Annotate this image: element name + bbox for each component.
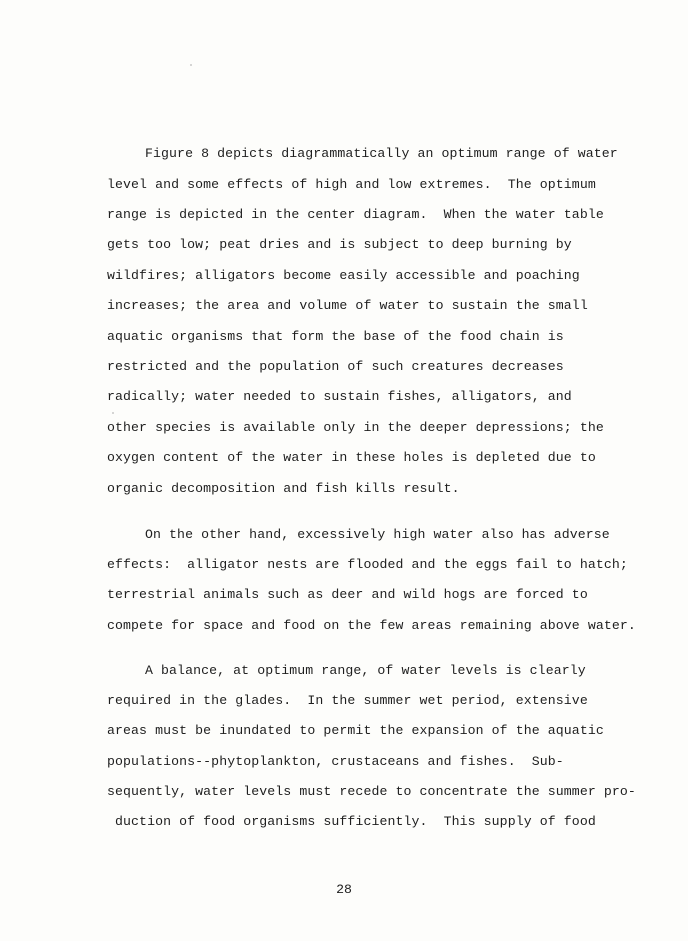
- paragraph-1-line-12: organic decomposition and fish kills result.: [107, 481, 460, 496]
- paragraph-3-line-6: duction of food organisms sufficiently. This supply of food: [107, 814, 596, 829]
- paragraph-3-line-5: sequently, water levels must recede to concentrate the summer pro-: [107, 784, 636, 799]
- paragraph-3-line-4: populations--phytoplankton, crustaceans and fishes. Sub-: [107, 754, 564, 769]
- paragraph-3-line-2: required in the glades. In the summer wet period, extensive: [107, 693, 588, 708]
- scan-speck: [190, 64, 192, 66]
- paragraph-1-line-2: level and some effects of high and low extremes. The optimum: [107, 177, 596, 192]
- paragraph-1-line-5: wildfires; alligators become easily accessible and poaching: [107, 268, 580, 283]
- paragraph-1-line-4: gets too low; peat dries and is subject to deep burning by: [107, 237, 572, 252]
- paragraph-1-line-11: oxygen content of the water in these holes is depleted due to: [107, 450, 596, 465]
- paragraph-2-line-2: effects: alligator nests are flooded and the eggs fail to hatch;: [107, 557, 628, 572]
- paragraph-2-line-4: compete for space and food on the few areas remaining above water.: [107, 618, 636, 633]
- paragraph-2-line-3: terrestrial animals such as deer and wild hogs are forced to: [107, 587, 588, 602]
- paragraph-1-line-3: range is depicted in the center diagram. When the water table: [107, 207, 604, 222]
- paragraph-1-line-9: radically; water needed to sustain fishes, alligators, and: [107, 389, 572, 404]
- scan-speck: [112, 412, 114, 414]
- paragraph-3-line-3: areas must be inundated to permit the expansion of the aquatic: [107, 723, 604, 738]
- paragraph-3-line-1: A balance, at optimum range, of water levels is clearly: [145, 663, 586, 678]
- paragraph-1-line-8: restricted and the population of such creatures decreases: [107, 359, 564, 374]
- page-number: 28: [336, 882, 352, 897]
- paragraph-2-line-1: On the other hand, excessively high water also has adverse: [145, 527, 610, 542]
- paragraph-1-line-10: other species is available only in the deeper depressions; the: [107, 420, 604, 435]
- paragraph-1-line-1: Figure 8 depicts diagrammatically an optimum range of water: [145, 146, 618, 161]
- paragraph-1-line-6: increases; the area and volume of water to sustain the small: [107, 298, 588, 313]
- paragraph-1-line-7: aquatic organisms that form the base of the food chain is: [107, 329, 564, 344]
